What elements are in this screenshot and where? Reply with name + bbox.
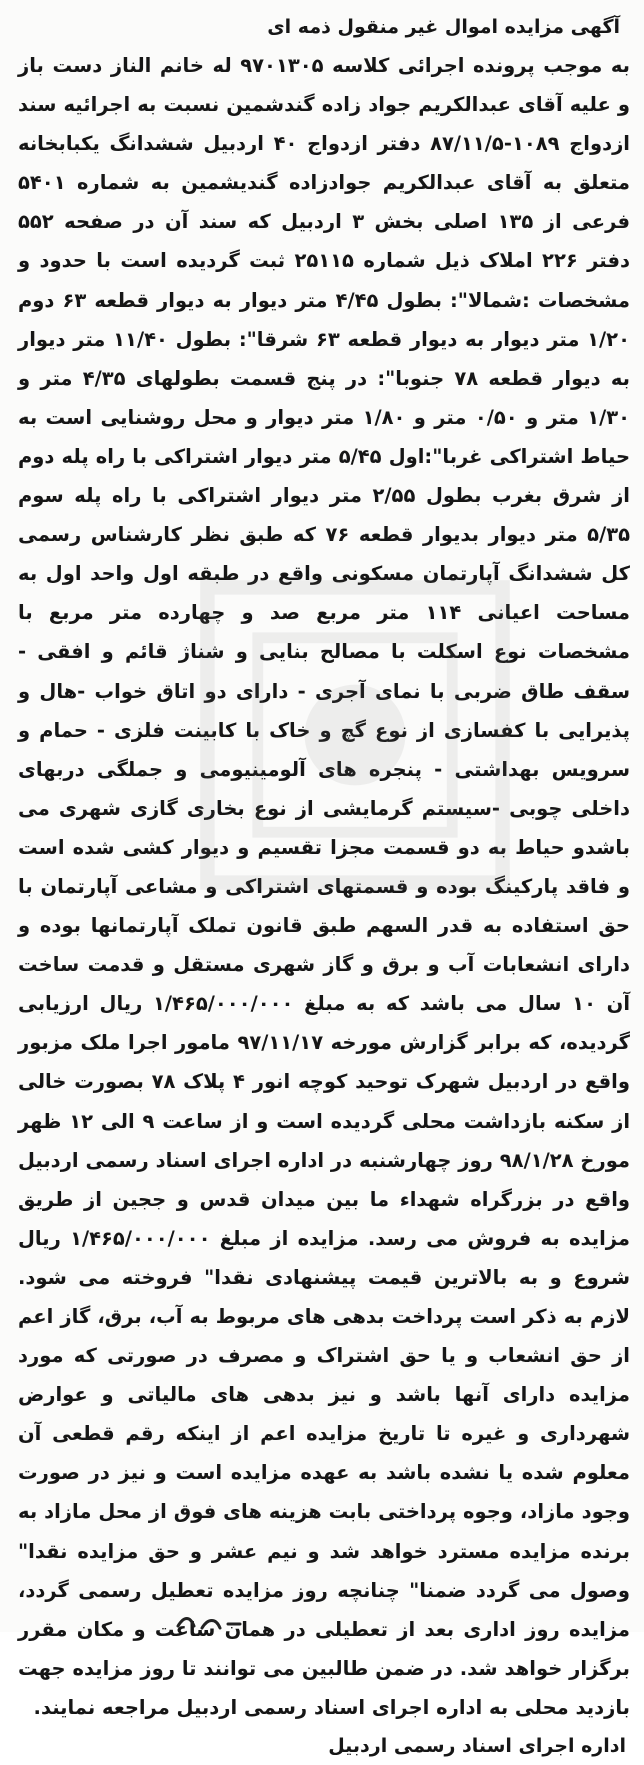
handwritten-mark-icon [174, 1612, 244, 1632]
notice-title: آگهی مزایده اموال غیر منقول ذمه ای [267, 16, 620, 38]
notice-signature: اداره اجرای اسناد رسمی اردبیل [328, 1735, 626, 1758]
notice-body: به موجب پرونده اجرائی کلاسه ۹۷۰۱۳۰۵ له خانم الناز دست باز و علیه آقای عبدالکریم جواد زاده گندشمین نسبت به اجرائیه سند ازدواج ۱۰۸۹-۸۷/۱۱/۵ دفتر ازدواج ۴۰ اردبیل ششدانگ یکبابخانه متعلق به آقای عبدالکریم جوادزاده گندیشمین به شماره ۵۴۰۱ فرعی از ۱۳۵ اصلی بخش ۳ اردبیل که سند آن در صفحه ۵۵۲ دفتر ۲۲۶ املاک ذیل شماره ۲۵۱۱۵ ثبت گردیده است با حدود و مشخصات :شمالا": بطول ۴/۴۵ متر دیوار به دیوار قطعه ۶۳ دوم ۱/۲۰ متر دیوار به دیوار قطعه ۶۳ شرقا": بطول ۱۱/۴۰ متر دیوار به دیوار قطعه ۷۸ جنوبا": در پنج قسمت بطولهای ۴/۳۵ متر و ۱/۳۰ متر و ۰/۵۰ متر و ۱/۸۰ متر دیوار و محل روشنایی است به حیاط اشتراکی غربا":اول ۵/۴۵ متر دیوار اشتراکی با راه پله دوم از شرق بغرب بطول ۲/۵۵ متر دیوار اشتراکی با راه پله سوم ۵/۳۵ متر دیوار بدیوار قطعه ۷۶ که طبق نظر کارشناس رسمی کل ششدانگ آپارتمان مسکونی واقع در طبقه اول واحد اول به مساحت اعیانی ۱۱۴ متر مربع صد و چهارده متر مربع با مشخصات نوع اسکلت با مصالح بنایی و شناژ قائم و افقی - سقف طاق ضربی با نمای آجری - دارای دو اتاق خواب -هال و پذیرایی با کفسازی از نوع گچ و خاک با کابینت فلزی - حمام و سرویس بهداشتی - پنجره های آلومینیومی و جملگی دربهای داخلی چوبی -سیستم گرمایشی از نوع بخاری گازی شهری می باشدو حیاط به دو قسمت مجزا تقسیم و دیوار کشی شده است و فاقد پارکینگ بوده و قسمتهای اشتراکی و مشاعی آپارتمان با حق استفاده به قدر السهم طبق قانون تملک آپارتمانها بوده و دارای انشعابات آب و برق و گاز شهری مستقل و قدمت ساخت آن ۱۰ سال می باشد که به مبلغ ۱/۴۶۵/۰۰۰/۰۰۰ ریال ارزیابی گردیده، که برابر گزارش مورخه ۹۷/۱۱/۱۷ مامور اجرا ملک مزبور واقع در اردبیل شهرک توحید کوچه انور ۴ پلاک ۷۸ بصورت خالی از سکنه بازداشت محلی گردیده است و از ساعت ۹ الی ۱۲ ظهر مورخ ۹۸/۱/۲۸ روز چهارشنبه در اداره اجرای اسناد رسمی اردبیل واقع در بزرگراه شهداء ما بین میدان قدس و ججین از طریق مزایده به فروش می رسد. مزایده از مبلغ ۱/۴۶۵/۰۰۰/۰۰۰ ریال شروع و به بالاترین قیمت پیشنهادی نقدا" فروخته می شود. لازم به ذکر است پرداخت بدهی های مربوط به آب، برق، گاز اعم از حق انشعاب و یا حق اشتراک و مصرف در صورتی که مورد مزایده دارای آنها باشد و نیز بدهی های مالیاتی و عوارض شهرداری و غیره تا تاریخ مزایده اعم از اینکه رقم قطعی آن معلوم شده یا نشده باشد به عهده مزایده است و نیز در صورت وجود مازاد، وجوه پرداختی بابت هزینه های فوق از محل مازاد به برنده مزایده مسترد خواهد شد و نیم عشر و حق مزایده نقدا" وصول می گردد ضمنا" چنانچه روز مزایده تعطیل رسمی گردد، مزایده روز اداری بعد از تعطیلی در همان ساعت و مکان مقرر برگزار خواهد شد. در ضمن طالبین می توانند تا روز مزایده جهت بازدید محلی به اداره اجرای اسناد رسمی اردبیل مراجعه نمایند. [18, 54, 631, 1719]
